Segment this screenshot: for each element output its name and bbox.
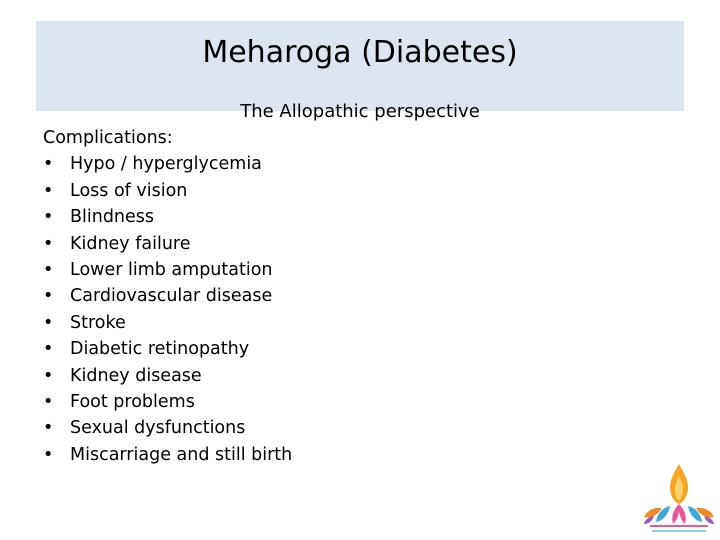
complications-heading: Complications: bbox=[43, 128, 173, 148]
bullet-icon: • bbox=[43, 392, 54, 413]
list-item-text: Cardiovascular disease bbox=[70, 286, 273, 307]
bullet-icon: • bbox=[43, 312, 54, 333]
list-item bbox=[43, 151, 603, 177]
slide-body bbox=[43, 125, 603, 468]
list-item bbox=[43, 442, 603, 468]
list-item bbox=[43, 204, 603, 230]
list-item bbox=[43, 389, 603, 415]
bullet-icon: • bbox=[43, 233, 54, 254]
list-item-text: Miscarriage and still birth bbox=[70, 444, 293, 465]
list-item-text: Blindness bbox=[70, 207, 155, 228]
bullet-icon: • bbox=[43, 180, 54, 201]
slide-title: Meharoga (Diabetes) bbox=[202, 35, 518, 70]
list-item-text: Loss of vision bbox=[70, 180, 188, 201]
list-item bbox=[43, 283, 603, 309]
list-item-text: Kidney disease bbox=[70, 365, 202, 386]
bullet-icon: • bbox=[43, 207, 54, 228]
list-item-text: Lower limb amputation bbox=[70, 260, 273, 281]
bullet-icon: • bbox=[43, 154, 54, 175]
list-item bbox=[43, 231, 603, 257]
list-item-text: Kidney failure bbox=[70, 233, 191, 254]
list-item bbox=[43, 363, 603, 389]
list-item bbox=[43, 178, 603, 204]
bullet-icon: • bbox=[43, 260, 54, 281]
lotus-flame-logo-graphic bbox=[640, 462, 718, 536]
list-item-text: Foot problems bbox=[70, 392, 195, 413]
bullet-icon: • bbox=[43, 365, 54, 386]
list-item bbox=[43, 310, 603, 336]
list-item-text: Hypo / hyperglycemia bbox=[70, 154, 262, 175]
slide-subtitle: The Allopathic perspective bbox=[240, 101, 480, 122]
bullet-icon: • bbox=[43, 418, 54, 439]
bullet-icon: • bbox=[43, 286, 54, 307]
list-item bbox=[43, 415, 603, 441]
bullet-icon: • bbox=[43, 444, 54, 465]
complications-list bbox=[43, 151, 603, 468]
slide-header bbox=[36, 21, 684, 122]
list-item-text: Sexual dysfunctions bbox=[70, 418, 246, 439]
list-item bbox=[43, 336, 603, 362]
list-item-text: Stroke bbox=[70, 312, 126, 333]
list-item-text: Diabetic retinopathy bbox=[70, 339, 250, 360]
bullet-icon: • bbox=[43, 339, 54, 360]
lotus-flame-logo-icon bbox=[640, 462, 718, 536]
list-item bbox=[43, 257, 603, 283]
